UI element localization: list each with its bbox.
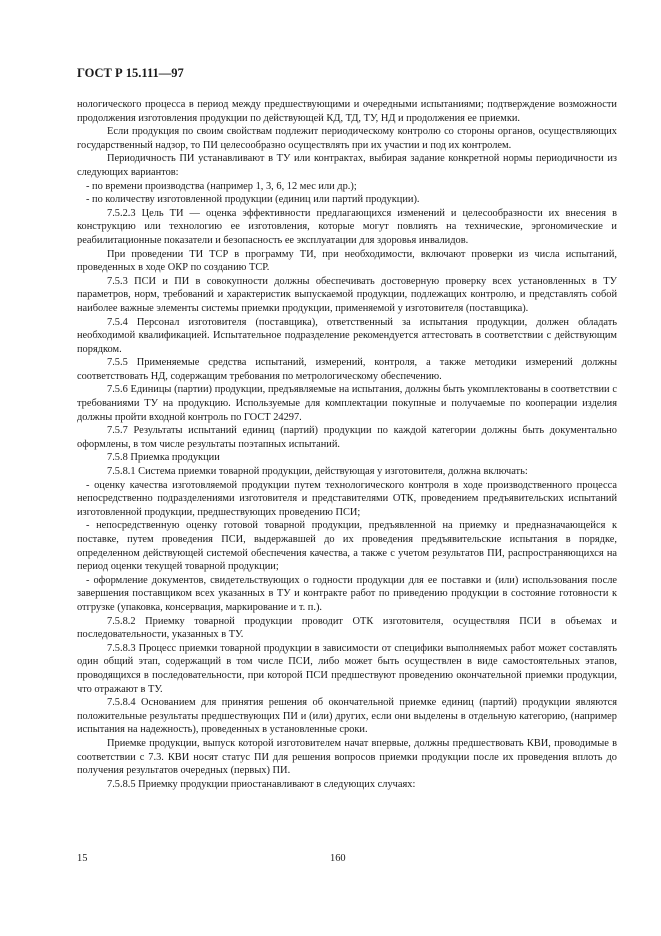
paragraph: 7.5.2.3 Цель ТИ — оценка эффективности предлагающихся изменений и целесообразности их внесения в конструкцию или технологию ее изготовления, которые могут повлиять на технические, эргономические и реабилитационные показатели и безопасность ее эксплуатации для здоровья инвалидов. [77, 207, 617, 246]
paragraph: 7.5.8.1 Система приемки товарной продукции, действующая у изготовителя, должна включать: [107, 466, 528, 478]
paragraph: 7.5.4 Персонал изготовителя (поставщика), ответственный за испытания продукции, должен обладать необходимой квалификацией. Испытательное подразделение рекомендуется аттестовать в соответствии с действующим порядком. [77, 316, 617, 355]
paragraph: При проведении ТИ ТСР в программу ТИ, при необходимости, включают проверки из числа испытаний, проведенных в ходе ОКР по созданию ТСР. [77, 248, 617, 274]
paragraph: - непосредственную оценку готовой товарной продукции, предъявленной на приемку и предназначающейся к поставке, путем проведения ПСИ, выдержавшей до их проведения предъявительские испытания в порядке, определенном действующей системой обеспечения качества, а также с учетом результатов ПИ, распространяющихся на период оценки текущей товарной продукции; [77, 520, 617, 573]
paragraph: нологического процесса в период между предшествующими и очередными испытаниями; подтверждение возможности продолжения изготовления продукции по действующей КД, ТД, ТУ, НД и продолжения ее приемки. [77, 99, 617, 124]
paragraph: - по времени производства (например 1, 3, 6, 12 мес или др.); [86, 180, 357, 192]
paragraph: - оценку качества изготовляемой продукции путем технологического контроля в ходе производственного процесса непосредственно подразделениями изготовителя и представителями ОТК, проведением предъявительских испытаний изготовленной продукции, предшествующих проведению ПСИ; [77, 479, 617, 518]
paragraph: 7.5.8.2 Приемку товарной продукции проводит ОТК изготовителя, осуществляя ПСИ в объемах и последовательности, указанных в ТУ. [77, 615, 617, 641]
paragraph: 7.5.5 Применяемые средства испытаний, измерений, контроля, а также методики измерений должны соответствовать НД, содержащим требования по метрологическому обеспечению. [77, 357, 617, 382]
paragraph: Приемке продукции, выпуск которой изготовителем начат впервые, должны предшествовать КВИ, проводимые в соответствии с 7.3. КВИ носят статус ПИ для решения вопросов приемки продукции после их проведения вплоть до получения результатов очередных (первых) ПИ. [77, 737, 617, 777]
paragraph: 7.5.8.3 Процесс приемки товарной продукции в зависимости от специфики выполняемых работ может составлять один общий этап, содержащий в том числе ПСИ, либо может быть осуществлен в виде самостоятельных этапов, проводящихся в последовательности, при которой ПСИ предшествуют проведению окончательной приемки продукции, что отражают в ТУ. [77, 642, 617, 695]
paragraph: 7.5.3 ПСИ и ПИ в совокупности должны обеспечивать достоверную проверку всех установленных в ТУ параметров, норм, требований и характеристик выпускаемой продукции, подлежащих контролю, и представлять собой наиболее важные элементы системы приемки продукции, применяемой у изготовителя (поставщика). [77, 275, 617, 314]
paragraph: Периодичность ПИ устанавливают в ТУ или контрактах, выбирая задание конкретной нормы периодичности из следующих вариантов: [77, 153, 617, 178]
paragraph: - по количеству изготовленной продукции (единиц или партий продукции). [86, 194, 420, 206]
document-header: ГОСТ Р 15.111—97 [77, 66, 184, 80]
paragraph: 7.5.8.4 Основанием для принятия решения об окончательной приемке единиц (партий) продукции являются положительные результаты предшествующих ПИ и (или) других, если они выделены в отдельную категорию, (например испытания на надежность), проведенных в установленные сроки. [77, 697, 617, 736]
paragraph: 7.5.7 Результаты испытаний единиц (партий) продукции по каждой категории должны быть документально оформлены, в том числе результаты поэтапных испытаний. [77, 425, 617, 450]
document-body [77, 98, 617, 791]
paragraph: 7.5.8 Приемка продукции [107, 452, 220, 464]
page-number: 160 [330, 853, 346, 864]
paragraph: Если продукция по своим свойствам подлежит периодическому контролю со стороны органов, осуществляющих государственный надзор, то ПИ целесообразно осуществлять при их участии и под их контролем. [77, 126, 617, 151]
footer-left-number: 15 [77, 853, 88, 864]
paragraph: 7.5.6 Единицы (партии) продукции, предъявляемые на испытания, должны быть укомплектованы в соответствии с требованиями ТУ на продукцию. Используемые для комплектации покупные и получаемые по кооперации изделия должны пройти входной контроль по ГОСТ 24297. [77, 384, 617, 423]
paragraph: - оформление документов, свидетельствующих о годности продукции для ее поставки и (или) использования после завершения поставщиком всех указанных в ТУ и контракте работ по приведению продукции в состояние готовности к отгрузке (упаковка, консервация, маркирование и т. п.). [77, 574, 617, 613]
paragraph: 7.5.8.5 Приемку продукции приостанавливают в следующих случаях: [107, 778, 416, 790]
